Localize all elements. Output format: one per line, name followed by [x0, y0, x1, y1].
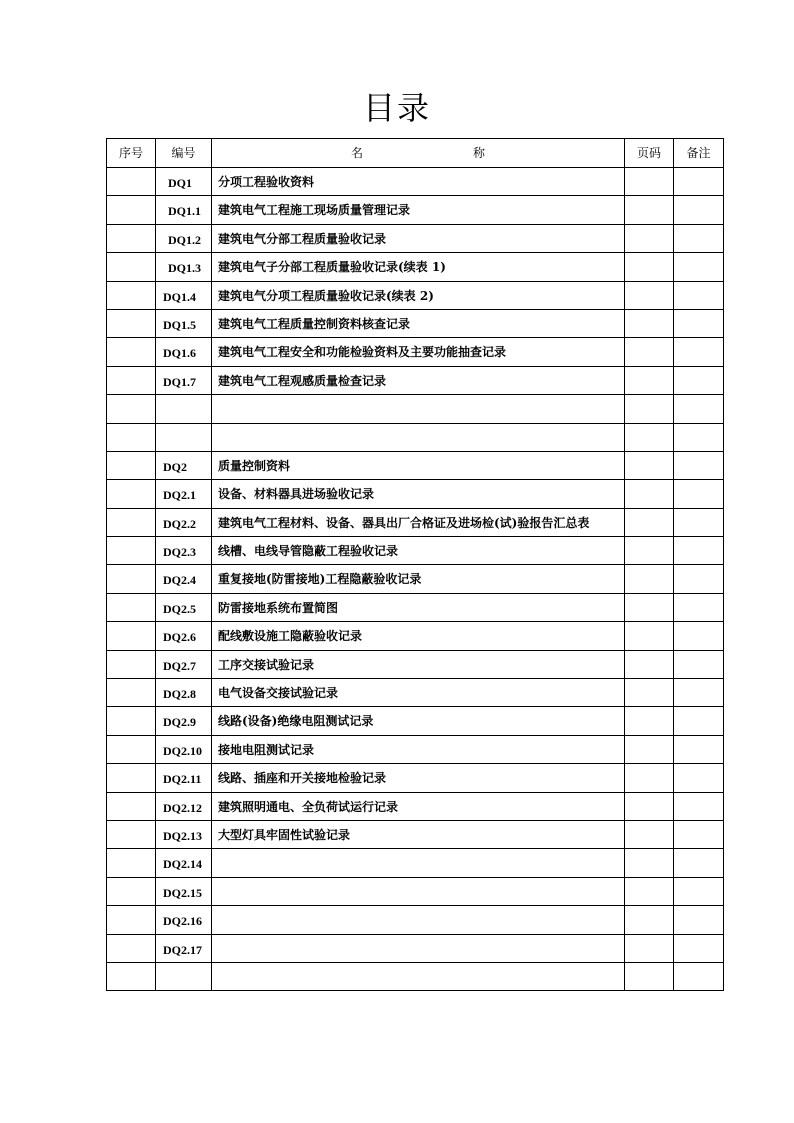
cell-note	[674, 451, 724, 479]
cell-page	[625, 679, 674, 707]
cell-code: DQ1	[156, 168, 212, 196]
table-row	[107, 735, 724, 763]
cell-code: DQ2.7	[156, 650, 212, 678]
table-row	[107, 224, 724, 252]
cell-page	[625, 423, 674, 451]
header-code: 编号	[156, 139, 212, 168]
table-row	[107, 934, 724, 962]
cell-note	[674, 764, 724, 792]
cell-name: 工序交接试验记录	[212, 650, 625, 678]
cell-note	[674, 962, 724, 990]
cell-name	[212, 423, 625, 451]
cell-note	[674, 792, 724, 820]
cell-page	[625, 451, 674, 479]
cell-note	[674, 593, 724, 621]
cell-seq	[107, 168, 156, 196]
cell-name: 重复接地(防雷接地)工程隐蔽验收记录	[212, 565, 625, 593]
cell-page	[625, 196, 674, 224]
cell-page	[625, 934, 674, 962]
cell-name: 线路(设备)绝缘电阻测试记录	[212, 707, 625, 735]
table-row	[107, 537, 724, 565]
cell-code: DQ1.1	[156, 196, 212, 224]
cell-note	[674, 168, 724, 196]
table-row	[107, 792, 724, 820]
cell-page	[625, 168, 674, 196]
cell-code: DQ2.15	[156, 877, 212, 905]
cell-seq	[107, 565, 156, 593]
cell-page	[625, 395, 674, 423]
cell-name	[212, 962, 625, 990]
cell-name: 线槽、电线导管隐蔽工程验收记录	[212, 537, 625, 565]
cell-page	[625, 962, 674, 990]
cell-seq	[107, 962, 156, 990]
page-title: 目录	[362, 89, 431, 127]
table-row	[107, 820, 724, 848]
cell-note	[674, 281, 724, 309]
cell-page	[625, 224, 674, 252]
cell-name: 建筑照明通电、全负荷试运行记录	[212, 792, 625, 820]
cell-page	[625, 707, 674, 735]
cell-note	[674, 366, 724, 394]
table-row	[107, 423, 724, 451]
cell-page	[625, 792, 674, 820]
table-row	[107, 877, 724, 905]
cell-seq	[107, 934, 156, 962]
cell-code: DQ1.7	[156, 366, 212, 394]
header-name-part1: 名	[350, 146, 363, 160]
cell-code: DQ2.1	[156, 480, 212, 508]
cell-note	[674, 196, 724, 224]
cell-code: DQ1.2	[156, 224, 212, 252]
cell-note	[674, 877, 724, 905]
cell-page	[625, 877, 674, 905]
cell-note	[674, 224, 724, 252]
cell-code: DQ2.14	[156, 849, 212, 877]
cell-seq	[107, 423, 156, 451]
cell-note	[674, 820, 724, 848]
cell-note	[674, 622, 724, 650]
cell-code: DQ2.16	[156, 906, 212, 934]
cell-name: 大型灯具牢固性试验记录	[212, 820, 625, 848]
cell-code: DQ2.5	[156, 593, 212, 621]
cell-code: DQ1.5	[156, 309, 212, 337]
cell-seq	[107, 735, 156, 763]
cell-page	[625, 650, 674, 678]
cell-note	[674, 735, 724, 763]
cell-page	[625, 565, 674, 593]
cell-seq	[107, 906, 156, 934]
cell-code: DQ2.11	[156, 764, 212, 792]
cell-page	[625, 366, 674, 394]
cell-seq	[107, 281, 156, 309]
cell-seq	[107, 764, 156, 792]
cell-code: DQ1.6	[156, 338, 212, 366]
cell-page	[625, 508, 674, 536]
cell-code: DQ2.3	[156, 537, 212, 565]
cell-name: 建筑电气分项工程质量验收记录(续表 2)	[212, 281, 625, 309]
cell-seq	[107, 196, 156, 224]
cell-code	[156, 423, 212, 451]
table-row	[107, 650, 724, 678]
cell-seq	[107, 650, 156, 678]
cell-name	[212, 877, 625, 905]
cell-seq	[107, 707, 156, 735]
cell-seq	[107, 253, 156, 281]
table-row	[107, 679, 724, 707]
cell-name: 接地电阻测试记录	[212, 735, 625, 763]
cell-note	[674, 395, 724, 423]
cell-seq	[107, 679, 156, 707]
table-row	[107, 395, 724, 423]
header-name	[212, 139, 625, 168]
cell-code: DQ2.6	[156, 622, 212, 650]
cell-note	[674, 934, 724, 962]
table-of-contents	[106, 138, 724, 991]
cell-code	[156, 962, 212, 990]
cell-code	[156, 395, 212, 423]
cell-name: 配线敷设施工隐蔽验收记录	[212, 622, 625, 650]
cell-seq	[107, 224, 156, 252]
cell-code: DQ2.13	[156, 820, 212, 848]
table-row	[107, 196, 724, 224]
table-row	[107, 366, 724, 394]
table-row	[107, 849, 724, 877]
cell-page	[625, 309, 674, 337]
table-row	[107, 480, 724, 508]
cell-note	[674, 423, 724, 451]
cell-name: 分项工程验收资料	[212, 168, 625, 196]
cell-code: DQ2	[156, 451, 212, 479]
cell-code: DQ1.3	[156, 253, 212, 281]
cell-code: DQ2.4	[156, 565, 212, 593]
cell-page	[625, 537, 674, 565]
header-note: 备注	[674, 139, 724, 168]
cell-seq	[107, 366, 156, 394]
cell-note	[674, 537, 724, 565]
table-row	[107, 309, 724, 337]
cell-seq	[107, 593, 156, 621]
cell-note	[674, 480, 724, 508]
cell-name	[212, 906, 625, 934]
table-header-row	[107, 139, 724, 168]
cell-code: DQ1.4	[156, 281, 212, 309]
cell-code: DQ2.17	[156, 934, 212, 962]
cell-code: DQ2.9	[156, 707, 212, 735]
table-row	[107, 962, 724, 990]
cell-note	[674, 650, 724, 678]
cell-seq	[107, 451, 156, 479]
cell-seq	[107, 537, 156, 565]
cell-page	[625, 764, 674, 792]
cell-page	[625, 253, 674, 281]
cell-note	[674, 707, 724, 735]
cell-code: DQ2.12	[156, 792, 212, 820]
cell-seq	[107, 395, 156, 423]
header-page: 页码	[625, 139, 674, 168]
cell-name: 防雷接地系统布置简图	[212, 593, 625, 621]
cell-page	[625, 593, 674, 621]
table-row	[107, 764, 724, 792]
cell-note	[674, 679, 724, 707]
cell-page	[625, 281, 674, 309]
table-row	[107, 593, 724, 621]
cell-name: 建筑电气工程施工现场质量管理记录	[212, 196, 625, 224]
cell-page	[625, 849, 674, 877]
cell-name: 建筑电气分部工程质量验收记录	[212, 224, 625, 252]
table-row	[107, 508, 724, 536]
cell-page	[625, 338, 674, 366]
table-row	[107, 622, 724, 650]
cell-seq	[107, 480, 156, 508]
cell-seq	[107, 877, 156, 905]
table-row	[107, 451, 724, 479]
cell-name: 电气设备交接试验记录	[212, 679, 625, 707]
cell-note	[674, 309, 724, 337]
cell-page	[625, 480, 674, 508]
cell-name: 设备、材料器具进场验收记录	[212, 480, 625, 508]
cell-seq	[107, 309, 156, 337]
cell-seq	[107, 792, 156, 820]
cell-note	[674, 849, 724, 877]
cell-note	[674, 565, 724, 593]
cell-name: 建筑电气工程安全和功能检验资料及主要功能抽查记录	[212, 338, 625, 366]
table-row	[107, 565, 724, 593]
cell-name	[212, 849, 625, 877]
table-row	[107, 168, 724, 196]
cell-seq	[107, 338, 156, 366]
table-row	[107, 707, 724, 735]
cell-seq	[107, 820, 156, 848]
cell-page	[625, 820, 674, 848]
cell-page	[625, 622, 674, 650]
cell-code: DQ2.2	[156, 508, 212, 536]
header-seq: 序号	[107, 139, 156, 168]
cell-name: 线路、插座和开关接地检验记录	[212, 764, 625, 792]
cell-name: 建筑电气子分部工程质量验收记录(续表 1)	[212, 253, 625, 281]
cell-name	[212, 395, 625, 423]
cell-note	[674, 338, 724, 366]
table-body	[107, 168, 724, 991]
cell-note	[674, 508, 724, 536]
cell-note	[674, 906, 724, 934]
cell-note	[674, 253, 724, 281]
table-row	[107, 253, 724, 281]
table-row	[107, 338, 724, 366]
cell-name: 建筑电气工程质量控制资料核查记录	[212, 309, 625, 337]
cell-seq	[107, 508, 156, 536]
cell-seq	[107, 849, 156, 877]
cell-page	[625, 906, 674, 934]
table-row	[107, 906, 724, 934]
cell-name	[212, 934, 625, 962]
header-name-part2: 称	[473, 146, 486, 160]
cell-code: DQ2.10	[156, 735, 212, 763]
cell-code: DQ2.8	[156, 679, 212, 707]
cell-name: 建筑电气工程观感质量检查记录	[212, 366, 625, 394]
cell-seq	[107, 622, 156, 650]
cell-name: 质量控制资料	[212, 451, 625, 479]
table-row	[107, 281, 724, 309]
cell-name: 建筑电气工程材料、设备、器具出厂合格证及进场检(试)验报告汇总表	[212, 508, 625, 536]
cell-page	[625, 735, 674, 763]
